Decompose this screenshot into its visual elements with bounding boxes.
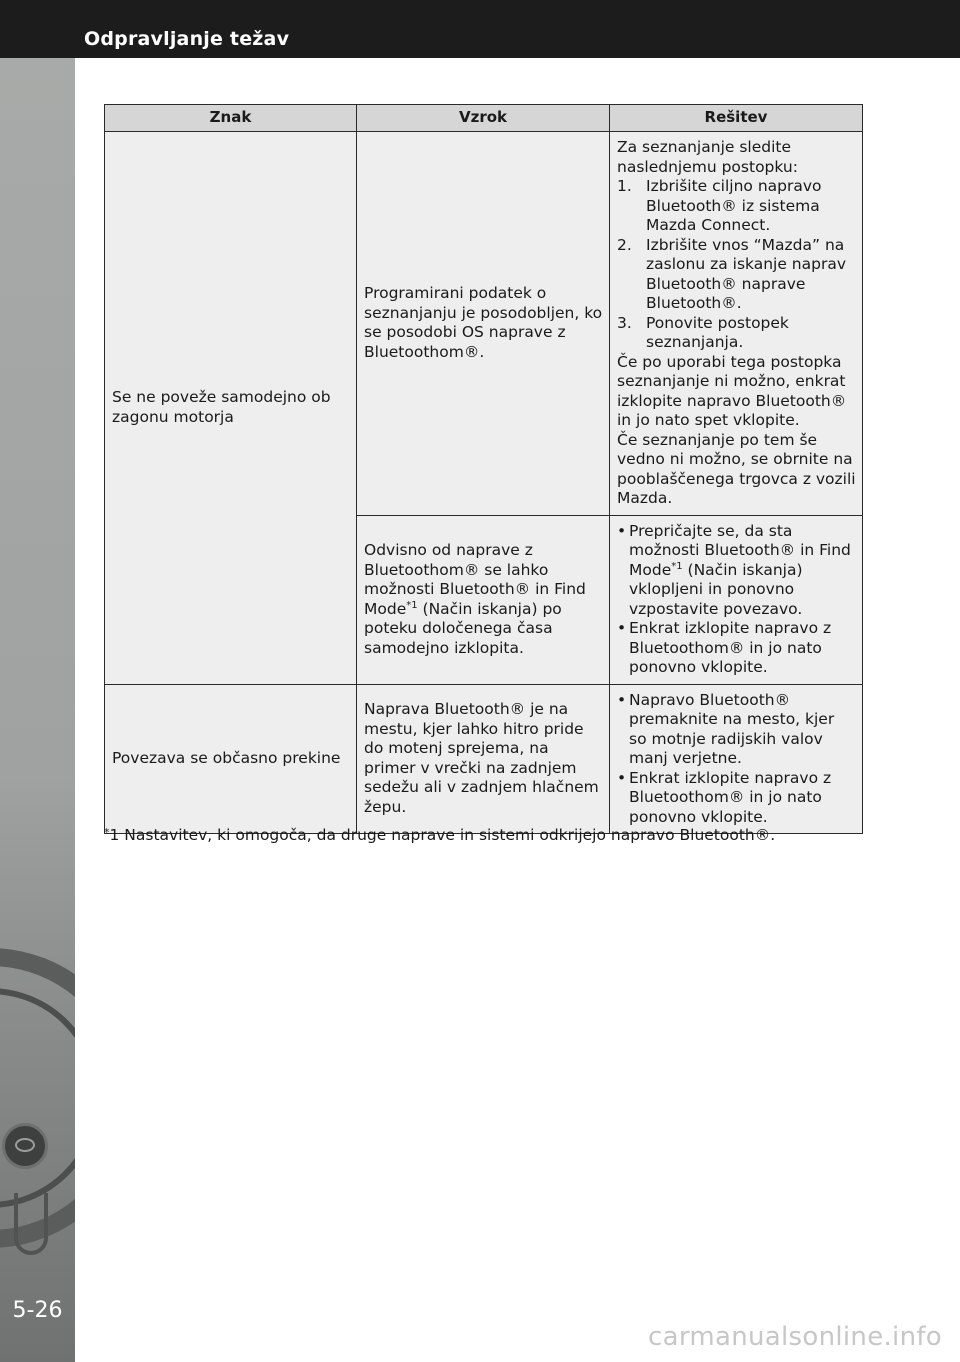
logo-emblem-icon [2, 1123, 48, 1169]
header-solution: Rešitev [610, 105, 863, 132]
numbered-step: 3. Ponovite postopek seznanjanja. [617, 313, 789, 351]
list-item: • Napravo Bluetooth® premaknite na mesto, kjer so motnje radijskih valov manj verjetne. [617, 690, 835, 767]
table-row [105, 684, 863, 834]
table-row [105, 132, 863, 516]
sidebar-strip [0, 58, 75, 1362]
list-item: • Prepričajte se, da sta možnosti Bluetooth® in Find Mode$^{*1}$ (Način iskanja) vklopljeni in ponovno vzpostavite povezavo. [617, 521, 851, 618]
numbered-step: 1. Izbrišite ciljno napravo Bluetooth® iz sistema Mazda Connect. [617, 177, 822, 234]
header-cause: Vzrok [357, 105, 610, 132]
list-item: • Enkrat izklopite napravo z Bluetoothom® in jo nato ponovno vklopite. [617, 619, 832, 676]
solution-cell [610, 684, 863, 834]
section-title: Odpravljanje težav [84, 28, 290, 50]
header-symptom: Znak [105, 105, 357, 132]
table-header-row [105, 105, 863, 132]
wheel-spoke-image [14, 1193, 48, 1255]
symptom-cell: Se ne poveže samodejno ob zagonu motorja [105, 132, 357, 685]
watermark: carmanualsonline.info [648, 1322, 943, 1352]
cause-cell: Odvisno od naprave z Bluetoothom® se lahko možnosti Bluetooth® in Find Mode$^{*1}$ (Način iskanja) po poteku določenega časa samodejno izklopita. [357, 515, 610, 684]
solution-note: Če po uporabi tega postopka seznanjanje ni možno, enkrat izklopite napravo Bluetooth® in jo nato spet vklopite. [617, 352, 847, 429]
solution-intro: Za seznanjanje sledite naslednjemu postopku: [617, 138, 798, 176]
bullet-icon: • [617, 619, 627, 637]
bullet-icon: • [617, 690, 627, 709]
solution-note: Če seznanjanje po tem še vedno ni možno, se obrnite na pooblaščenega trgovca z vozili Mazda. [617, 430, 856, 507]
cause-cell: Programirani podatek o seznanjanju je posodobljen, ko se posodobi OS naprave z Bluetoothom®. [357, 132, 610, 516]
symptom-cell: Povezava se občasno prekine [105, 684, 357, 834]
troubleshooting-table [104, 104, 863, 834]
bullet-icon: • [617, 521, 627, 540]
header-bar [0, 0, 960, 58]
bullet-icon: • [617, 768, 627, 787]
footnote: *1 Nastavitev, ki omogoča, da druge naprave in sistemi odkrijejo napravo Bluetooth®. [104, 826, 776, 844]
list-item: • Enkrat izklopite napravo z Bluetoothom® in jo nato ponovno vklopite. [617, 768, 832, 826]
solution-cell [610, 515, 863, 684]
solution-cell [610, 132, 863, 516]
page-number: 5-26 [12, 1298, 63, 1323]
gauge-ring-image [0, 988, 75, 1208]
numbered-step: 2. Izbrišite vnos “Mazda” na zaslonu za iskanje naprav Bluetooth® naprave Bluetooth®. [617, 235, 847, 312]
cause-cell: Naprava Bluetooth® je na mestu, kjer lahko hitro pride do motenj sprejema, na primer v vrečki na zadnjem sedežu ali v zadnjem hlačnem žepu. [357, 684, 610, 834]
